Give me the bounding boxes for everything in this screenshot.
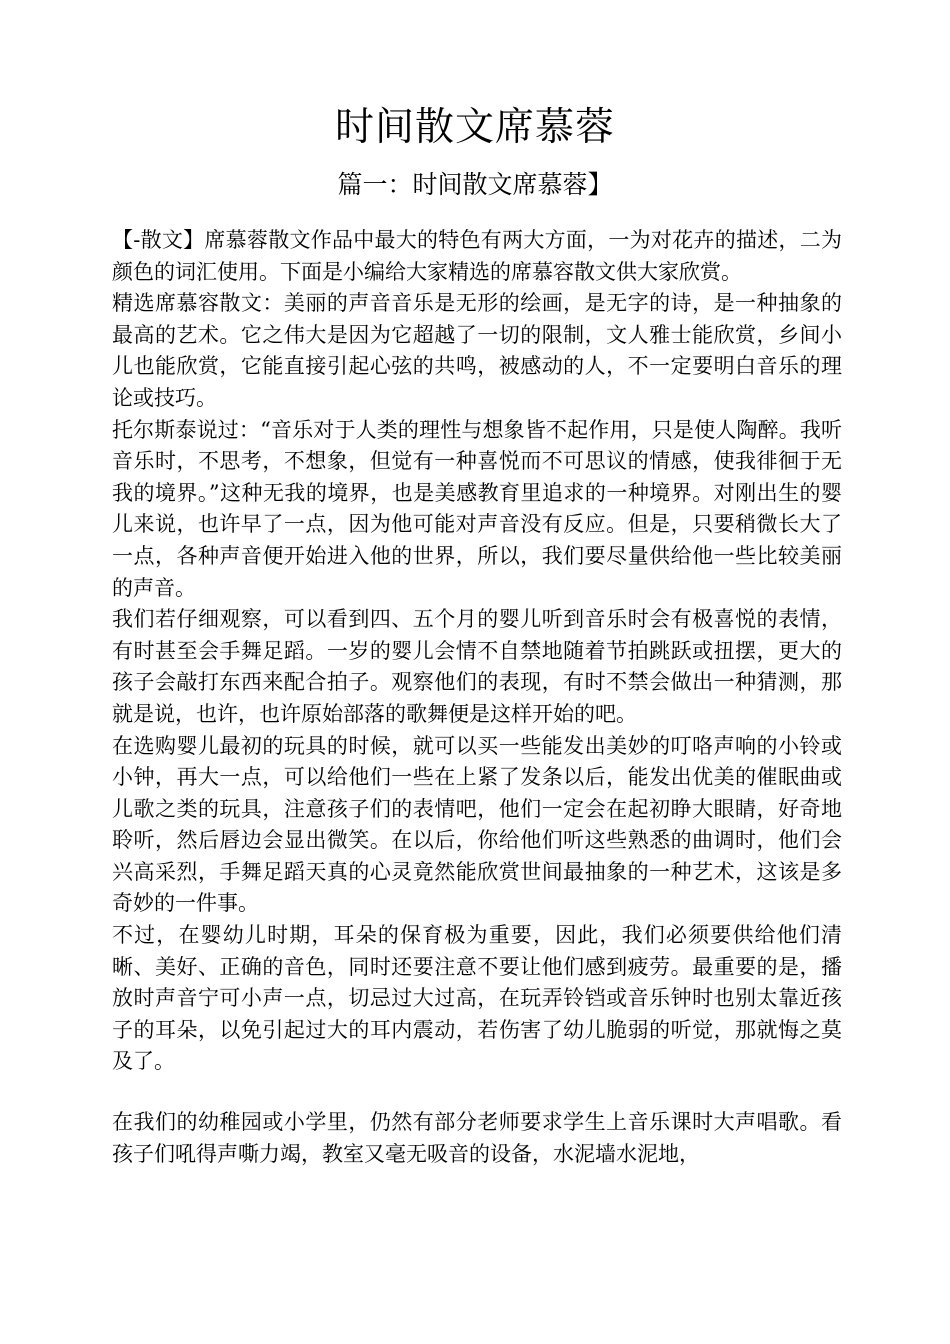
paragraph-tolstoy-quote: 托尔斯泰说过：“音乐对于人类的理性与想象皆不起作用，只是使人陶醉。我听音乐时，不思考，不想象，但觉有一种喜悦而不可思议的情感，使我徘徊于无我的境界。”这种无我的境界，也是美感教育里追求的一种境界。对刚出生的婴儿来说，也许早了一点，因为他可能对声音没有反应。但是，只要稍微长大了一点，各种声音便开始进入他的世界，所以，我们要尽量供给他一些比较美丽的声音。 — [112, 417, 842, 600]
paragraph-infant-observation: 我们若仔细观察，可以看到四、五个月的婴儿听到音乐时会有极喜悦的表情，有时甚至会手舞足蹈。一岁的婴儿会情不自禁地随着节拍跳跃或扭摆，更大的孩子会敲打东西来配合拍子。观察他们的表现，有时不禁会做出一种猜测，那就是说，也许，也许原始部落的歌舞便是这样开始的吧。 — [112, 607, 842, 726]
paragraph-toys: 在选购婴儿最初的玩具的时候，就可以买一些能发出美妙的叮咯声响的小铃或小钟，再大一点，可以给他们一些在上紧了发条以后，能发出优美的催眠曲或儿歌之类的玩具，注意孩子们的表情吧，他们一定会在起初睁大眼睛，好奇地聆听，然后唇边会显出微笑。在以后，你给他们听这些熟悉的曲调时，他们会兴高采烈，手舞足蹈天真的心灵竟然能欣赏世间最抽象的一种艺术，这该是多奇妙的一件事。 — [112, 733, 842, 916]
paragraph-intro: 【-散文】席慕蓉散文作品中最大的特色有两大方面，一为对花卉的描述，二为颜色的词汇使用。下面是小编给大家精选的席慕容散文供大家欣赏。 — [112, 228, 842, 284]
paragraph-music-art: 精选席慕容散文：美丽的声音音乐是无形的绘画，是无字的诗，是一种抽象的最高的艺术。它之伟大是因为它超越了一切的限制，文人雅士能欣赏，乡间小儿也能欣赏，它能直接引起心弦的共鸣，被感动的人，不一定要明白音乐的理论或技巧。 — [112, 291, 842, 410]
document-body — [112, 225, 842, 1170]
paragraph-kindergarten: 在我们的幼稚园或小学里，仍然有部分老师要求学生上音乐课时大声唱歌。看孩子们吼得声嘶力竭，教室又毫无吸音的设备，水泥墙水泥地， — [112, 1110, 842, 1166]
paragraph-ear-care: 不过，在婴幼儿时期，耳朵的保育极为重要，因此，我们必须要供给他们清晰、美好、正确的音色，同时还要注意不要让他们感到疲劳。最重要的是，播放时声音宁可小声一点，切忌过大过高，在玩弄铃铛或音乐钟时也别太靠近孩子的耳朵，以免引起过大的耳内震动，若伤害了幼儿脆弱的听觉，那就悔之莫及了。 — [112, 923, 842, 1074]
page-subtitle: 篇一：时间散文席慕蓉】 — [337, 170, 613, 199]
page-title: 时间散文席慕蓉 — [334, 105, 615, 150]
